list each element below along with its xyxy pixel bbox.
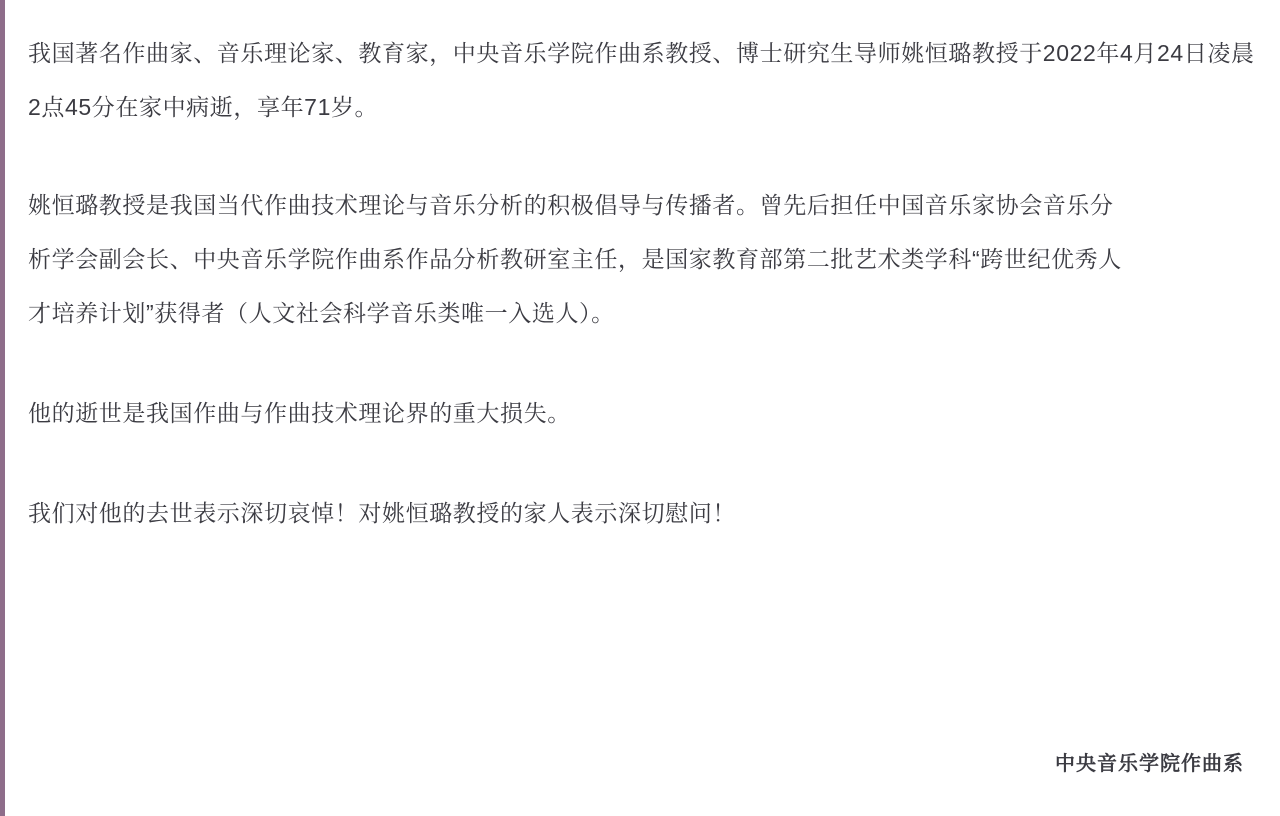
paragraph-3: 他的逝世是我国作曲与作曲技术理论界的重大损失。 (28, 400, 571, 426)
paragraph-1: 我国著名作曲家、音乐理论家、教育家，中央音乐学院作曲系教授、博士研究生导师姚恒璐教授于2022年4月24日凌晨2点45分在家中病逝，享年71岁。 (28, 40, 1255, 120)
paragraph-2: 姚恒璐教授是我国当代作曲技术理论与音乐分析的积极倡导与传播者。曾先后担任中国音乐家协会音乐分析学会副会长、中央音乐学院作曲系作品分析教研室主任，是国家教育部第二批艺术类学科“跨世纪优秀人才培养计划”获得者（人文社会科学音乐类唯一入选人）。 (28, 192, 1122, 326)
paragraph-4: 我们对他的去世表示深切哀悼！对姚恒璐教授的家人表示深切慰问！ (28, 500, 736, 526)
signature-line: 中央音乐学院作曲系 (1055, 753, 1244, 775)
